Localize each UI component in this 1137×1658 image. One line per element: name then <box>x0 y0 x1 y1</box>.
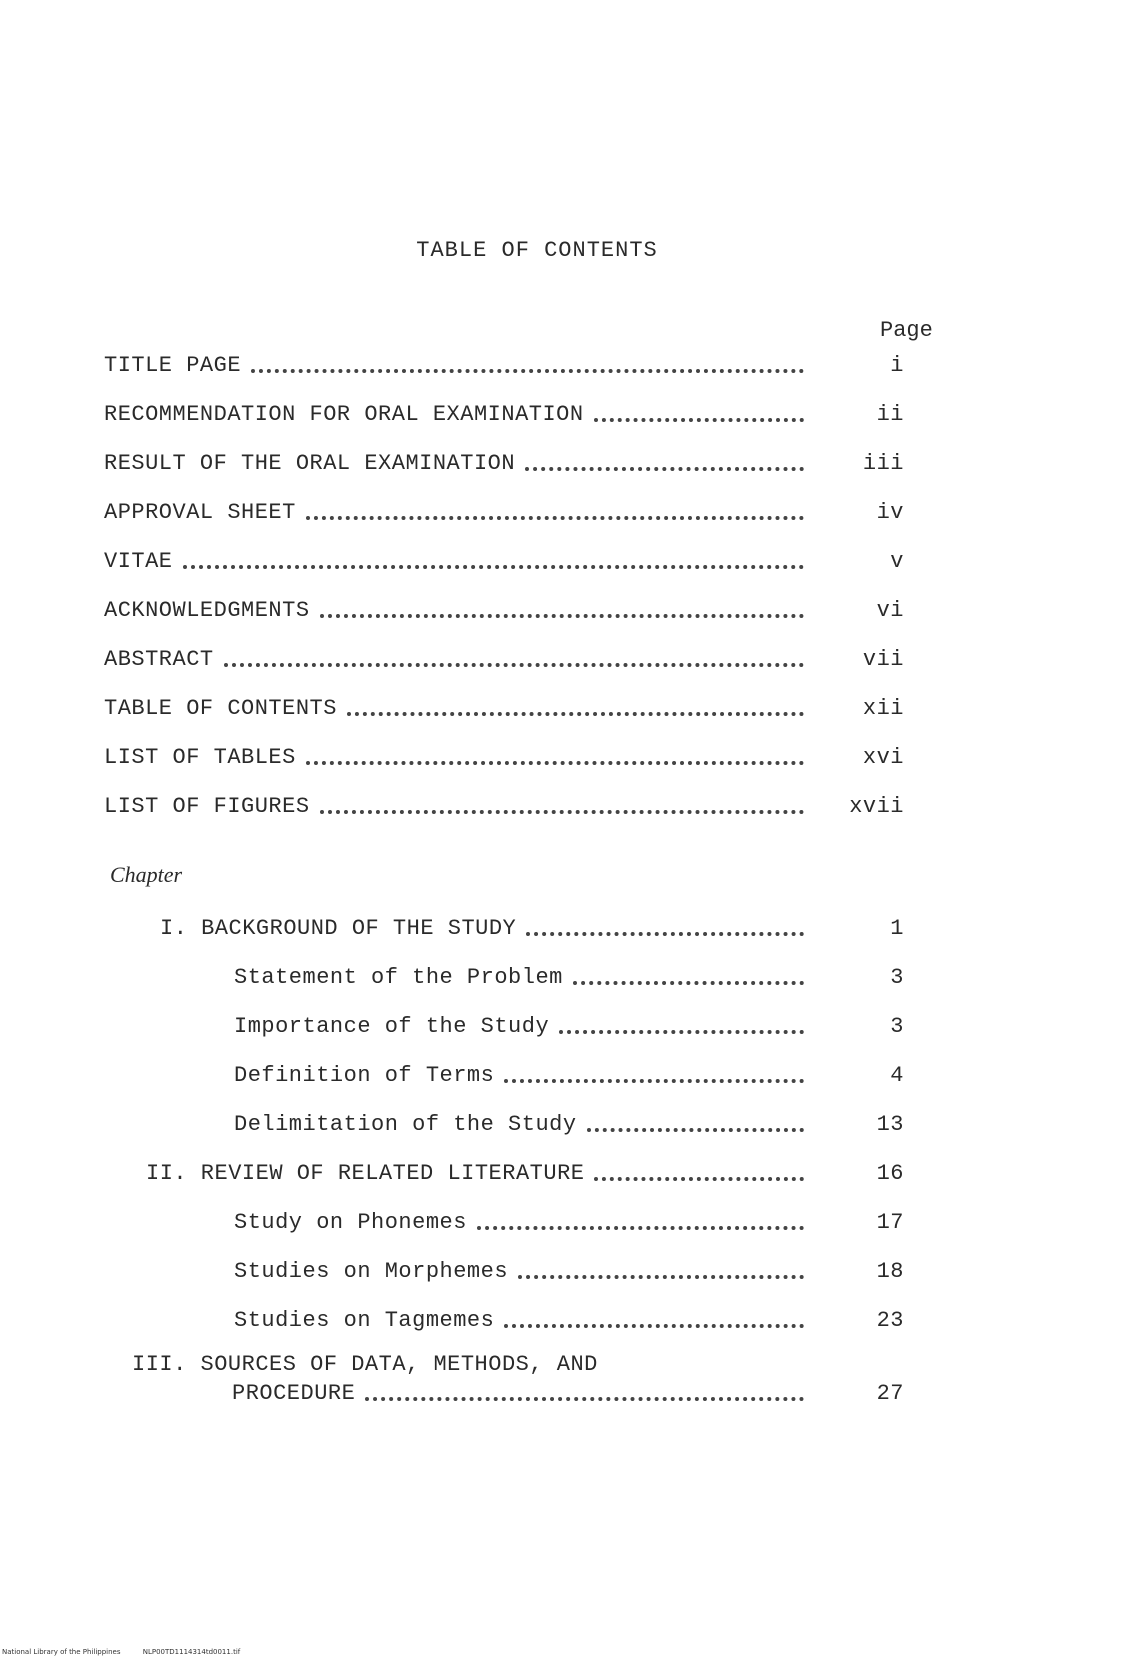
toc-section-importance-of-study <box>234 1009 904 1043</box>
dot-leader <box>573 981 804 985</box>
dot-leader <box>504 1324 804 1328</box>
toc-entry-label: Statement of the Problem <box>234 964 563 990</box>
toc-entry-page: 17 <box>876 1209 904 1235</box>
toc-entry-label-line2: PROCEDURE <box>232 1380 356 1406</box>
toc-entry-label: RECOMMENDATION FOR ORAL EXAMINATION <box>104 401 584 427</box>
toc-entry-label: Study on Phonemes <box>234 1209 467 1235</box>
dot-leader <box>504 1079 804 1083</box>
toc-entry-label: LIST OF TABLES <box>104 744 296 770</box>
dot-leader <box>477 1226 804 1230</box>
toc-entry-page: 16 <box>876 1160 904 1186</box>
toc-entry-page: 1 <box>890 915 904 941</box>
toc-entry-acknowledgments <box>104 593 904 627</box>
toc-entry-page: v <box>890 548 904 574</box>
toc-entry-label: Studies on Morphemes <box>234 1258 509 1284</box>
footer-library: National Library of the Philippines <box>2 1648 121 1656</box>
dot-leader <box>320 614 804 618</box>
toc-entry-label: II. REVIEW OF RELATED LITERATURE <box>146 1160 585 1186</box>
toc-section-morphemes <box>234 1254 904 1288</box>
toc-entry-page: ii <box>876 401 904 427</box>
toc-entry-vitae <box>104 544 904 578</box>
dot-leader <box>587 1128 804 1132</box>
toc-entry-label: Delimitation of the Study <box>234 1111 577 1137</box>
toc-chapter-2 <box>146 1156 904 1190</box>
page-title: TABLE OF CONTENTS <box>416 238 658 263</box>
dot-leader <box>525 467 804 471</box>
page-column-header: Page <box>880 318 933 343</box>
toc-entry-label: ACKNOWLEDGMENTS <box>104 597 310 623</box>
toc-entry-label: ABSTRACT <box>104 646 214 672</box>
dot-leader <box>518 1275 804 1279</box>
footer-file: NLP00TD1114314td0011.tif <box>142 1648 241 1656</box>
toc-entry-title-page <box>104 348 904 382</box>
dot-leader <box>559 1030 804 1034</box>
toc-entry-table-of-contents <box>104 691 904 725</box>
toc-entry-page: 23 <box>876 1307 904 1333</box>
toc-entry-label: Studies on Tagmemes <box>234 1307 495 1333</box>
toc-entry-page: 3 <box>890 964 904 990</box>
toc-entry-list-of-tables <box>104 740 904 774</box>
toc-entry-label: Definition of Terms <box>234 1062 495 1088</box>
toc-chapter-3 <box>132 1352 904 1412</box>
toc-entry-page: vi <box>876 597 904 623</box>
dot-leader <box>347 712 804 716</box>
toc-section-phonemes <box>234 1205 904 1239</box>
toc-section-delimitation <box>234 1107 904 1141</box>
toc-entry-label-line1: III. SOURCES OF DATA, METHODS, AND <box>132 1352 598 1377</box>
dot-leader <box>183 565 804 569</box>
toc-entry-page: xvi <box>862 744 904 770</box>
toc-entry-page: 13 <box>876 1111 904 1137</box>
toc-section-definition-of-terms <box>234 1058 904 1092</box>
dot-leader <box>594 1177 804 1181</box>
toc-chapter-1 <box>160 911 904 945</box>
toc-entry-page: i <box>890 352 904 378</box>
dot-leader <box>251 369 804 373</box>
dot-leader <box>365 1397 804 1401</box>
toc-entry-label: RESULT OF THE ORAL EXAMINATION <box>104 450 516 476</box>
toc-entry-page: xii <box>862 695 904 721</box>
toc-entry-page: 3 <box>890 1013 904 1039</box>
dot-leader <box>224 663 804 667</box>
toc-entry-label: Importance of the Study <box>234 1013 550 1039</box>
toc-entry-label: I. BACKGROUND OF THE STUDY <box>160 915 517 941</box>
dot-leader <box>306 761 804 765</box>
toc-entry-page: iii <box>862 450 904 476</box>
dot-leader <box>594 418 804 422</box>
toc-entry-label: TABLE OF CONTENTS <box>104 695 337 721</box>
toc-entry-page: 27 <box>876 1380 904 1406</box>
toc-section-statement-of-problem <box>234 960 904 994</box>
dot-leader <box>306 516 804 520</box>
toc-entry-label: VITAE <box>104 548 173 574</box>
dot-leader <box>526 932 804 936</box>
toc-entry-label: APPROVAL SHEET <box>104 499 296 525</box>
toc-entry-label: LIST OF FIGURES <box>104 793 310 819</box>
toc-entry-result <box>104 446 904 480</box>
chapter-header: Chapter <box>110 862 183 887</box>
toc-entry-line2 <box>232 1378 904 1408</box>
toc-entry-approval-sheet <box>104 495 904 529</box>
toc-entry-page: 18 <box>876 1258 904 1284</box>
scan-footer <box>2 1648 260 1656</box>
toc-entry-abstract <box>104 642 904 676</box>
toc-entry-page: 4 <box>890 1062 904 1088</box>
toc-entry-page: xvii <box>849 793 904 819</box>
toc-entry-label: TITLE PAGE <box>104 352 242 378</box>
toc-entry-list-of-figures <box>104 789 904 823</box>
toc-entry-page: vii <box>862 646 904 672</box>
toc-entry-recommendation <box>104 397 904 431</box>
toc-section-tagmemes <box>234 1303 904 1337</box>
dot-leader <box>320 810 804 814</box>
toc-entry-page: iv <box>876 499 904 525</box>
